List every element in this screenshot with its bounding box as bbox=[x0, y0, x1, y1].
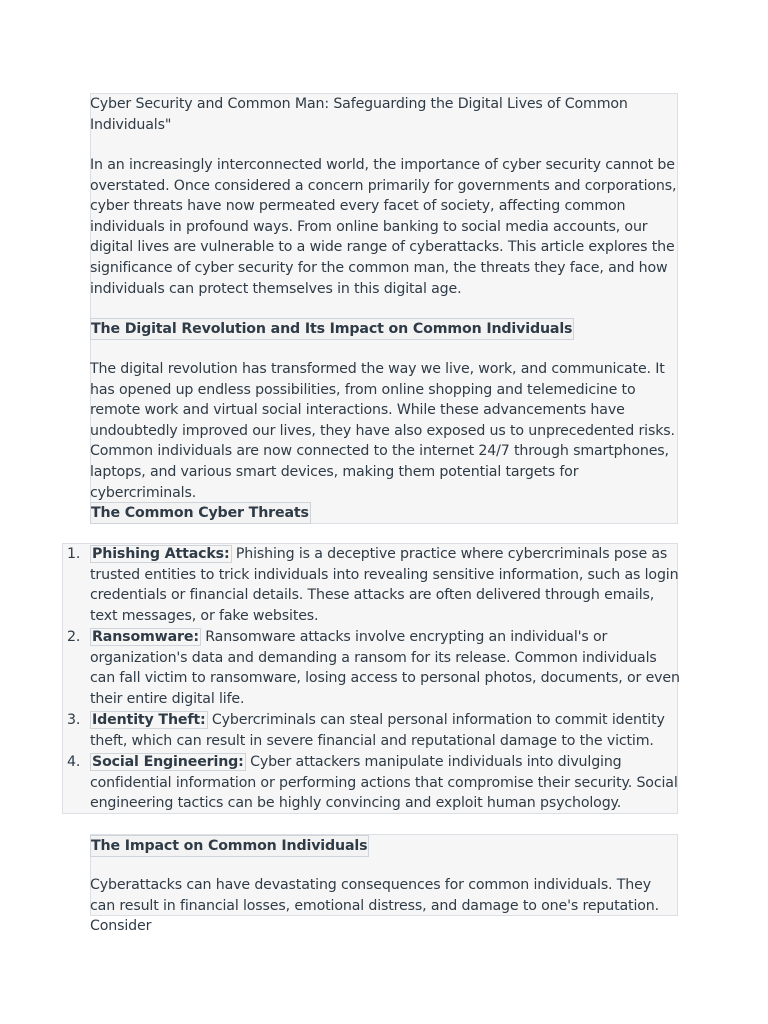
intro-paragraph: In an increasingly interconnected world, the importance of cyber security cannot be overstated. Once considered a concern primarily for governments and corporations, cyber threats have now permeated every facet of society, affecting common individuals in profound ways. From online banking to social media accounts, our digital lives are vulnerable to a wide range of cyberattacks. This article explores the significance of cyber security for the common man, the threats they face, and how individuals can protect themselves in this digital age. bbox=[90, 157, 677, 297]
list-term: Identity Theft: bbox=[92, 712, 206, 728]
list-number: 2. bbox=[67, 629, 81, 645]
list-term: Ransomware: bbox=[92, 629, 199, 645]
list-term: Phishing Attacks: bbox=[92, 546, 230, 562]
list-item bbox=[67, 627, 680, 709]
section-heading-cyber-threats: The Common Cyber Threats bbox=[90, 502, 311, 524]
impact-paragraph: Cyberattacks can have devastating consequences for common individuals. They can result in financial losses, emotional distress, and damage to one's reputation. Consider bbox=[90, 877, 659, 935]
digital-revolution-paragraph: The digital revolution has transformed the way we live, work, and communicate. It has opened up endless possibilities, from online shopping and telemedicine to remote work and virtual social interactions. While these advancements have undoubtedly improved our lives, they have also exposed us to unprecedented risks. Common individuals are now connected to the internet 24/7 through smartphones, laptops, and various smart devices, making them potential targets for cybercriminals. bbox=[90, 361, 675, 501]
list-item bbox=[67, 710, 680, 751]
document-title: Cyber Security and Common Man: Safeguarding the Digital Lives of Common Individuals" bbox=[90, 96, 628, 133]
list-term: Social Engineering: bbox=[92, 754, 244, 770]
list-number: 4. bbox=[67, 754, 81, 770]
section-heading-impact: The Impact on Common Individuals bbox=[90, 835, 369, 857]
section-heading-digital-revolution: The Digital Revolution and Its Impact on Common Individuals bbox=[90, 318, 574, 340]
list-text: Phishing is a deceptive practice where cybercriminals pose as trusted entities to trick individuals into revealing sensitive information, such as login credentials or financial details. These attacks are often delivered through emails, text messages, or fake websites. bbox=[90, 546, 679, 624]
list-item bbox=[67, 544, 680, 626]
list-text: Ransomware attacks involve encrypting an individual's or organization's data and demanding a ransom for its release. Common individuals can fall victim to ransomware, losing access to personal photos, documents, or even their entire digital life. bbox=[90, 629, 680, 707]
list-text: Cyber attackers manipulate individuals into divulging confidential information or performing actions that compromise their security. Social engineering tactics can be highly convincing and exploit human psychology. bbox=[90, 754, 678, 812]
list-number: 1. bbox=[67, 546, 81, 562]
list-item bbox=[67, 752, 680, 814]
list-number: 3. bbox=[67, 712, 81, 728]
list-text: Cybercriminals can steal personal information to commit identity theft, which can result in severe financial and reputational damage to the victim. bbox=[90, 712, 665, 749]
